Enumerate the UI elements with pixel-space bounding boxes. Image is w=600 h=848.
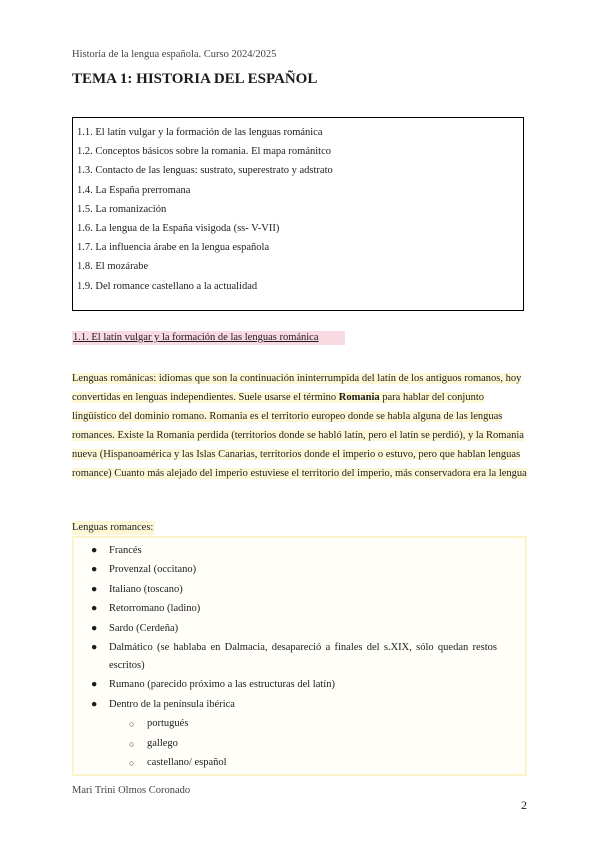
page-header: Historia de la lengua española. Curso 2024/2025 bbox=[72, 49, 277, 60]
list-item: ● Provenzal (occitano) bbox=[74, 561, 525, 579]
list-item: ● Sardo (Cerdeña) bbox=[74, 620, 525, 638]
list-item: ● Rumano (parecido próximo a las estructuras del latín) bbox=[74, 676, 525, 694]
toc-item: 1.3. Contacto de las lenguas: sustrato, superestrato y adstrato bbox=[77, 165, 333, 177]
list-item: ● Dalmático (se hablaba en Dalmacia, desapareció a finales del s.XIX, sólo quedan restos escritos) bbox=[74, 639, 525, 675]
page-title: TEMA 1: HISTORIA DEL ESPAÑOL bbox=[72, 71, 318, 87]
languages-list-box bbox=[72, 536, 527, 776]
bullet-icon: ● bbox=[91, 698, 98, 710]
paragraph-text: Lenguas románicas: idiomas que son la continuación ininterrumpida del latín de los antiguos romanos, hoy convertidas en lenguas independientes. Suele usarse el término bbox=[72, 373, 522, 403]
bullet-icon: ● bbox=[91, 583, 98, 595]
circle-bullet-icon: ○ bbox=[129, 738, 135, 749]
languages-list bbox=[74, 542, 525, 773]
sub-list-item: ○ portugués bbox=[109, 715, 497, 733]
list-item: ● Dentro de la península ibérica ○ portugués ○ gallego ○ castellano/ español bbox=[74, 696, 525, 772]
paragraph-text: para hablar del conjunto lingüístico del dominio romano. Romania es el territorio europeo donde se habla alguna de las lenguas romances. Existe la Romania perdida (territorios donde se habló latín, pero el latín se perdió), y la Romania nueva (Hispanoamérica y las Islas Canarias, territorios donde el imperio o estuvo, pero que hablan lenguas romance) Cuanto más alejado del imperio estuviese el territorio del imperio, más conservadora era la lengua bbox=[72, 392, 527, 479]
circle-bullet-icon: ○ bbox=[129, 719, 135, 730]
toc-item: 1.4. La España prerromana bbox=[77, 184, 191, 196]
bullet-icon: ● bbox=[91, 545, 98, 556]
bullet-icon: ● bbox=[91, 564, 98, 576]
toc-item: 1.8. El mozárabe bbox=[77, 261, 149, 273]
list-item: ● Retorromano (ladino) bbox=[74, 600, 525, 618]
list-item: ● Francés bbox=[74, 542, 525, 560]
bullet-icon: ● bbox=[91, 603, 98, 615]
toc-item: 1.7. La influencia árabe en la lengua española bbox=[77, 242, 270, 254]
toc-item: 1.6. La lengua de la España visigoda (ss- V-VII) bbox=[77, 222, 280, 234]
bullet-icon: ● bbox=[91, 679, 98, 691]
bullet-icon: ● bbox=[91, 641, 98, 653]
sub-list-item: ○ gallego bbox=[109, 735, 497, 753]
toc-item: 1.9. Del romance castellano a la actualidad bbox=[77, 280, 258, 292]
toc-item: 1.2. Conceptos básicos sobre la romania. El mapa románitco bbox=[77, 146, 331, 158]
romania-term: Romania bbox=[338, 392, 380, 403]
table-of-contents bbox=[72, 117, 524, 311]
toc-item: 1.1. El latín vulgar y la formación de las lenguas románica bbox=[77, 127, 323, 138]
toc-item: 1.5. La romanización bbox=[77, 203, 167, 215]
circle-bullet-icon: ○ bbox=[129, 757, 135, 768]
page-number: 2 bbox=[521, 798, 527, 812]
list-item: ● Italiano (toscano) bbox=[74, 581, 525, 599]
definition-paragraph bbox=[72, 369, 527, 483]
bullet-icon: ● bbox=[91, 622, 98, 634]
sub-list-item: ○ castellano/ español bbox=[109, 754, 497, 772]
section-heading: 1.1. El latín vulgar y la formación de las lenguas románica bbox=[72, 331, 345, 345]
list-label: Lenguas romances: bbox=[72, 522, 154, 533]
iberian-sublist bbox=[109, 715, 497, 772]
footer-author: Mari Trini Olmos Coronado bbox=[72, 785, 191, 796]
